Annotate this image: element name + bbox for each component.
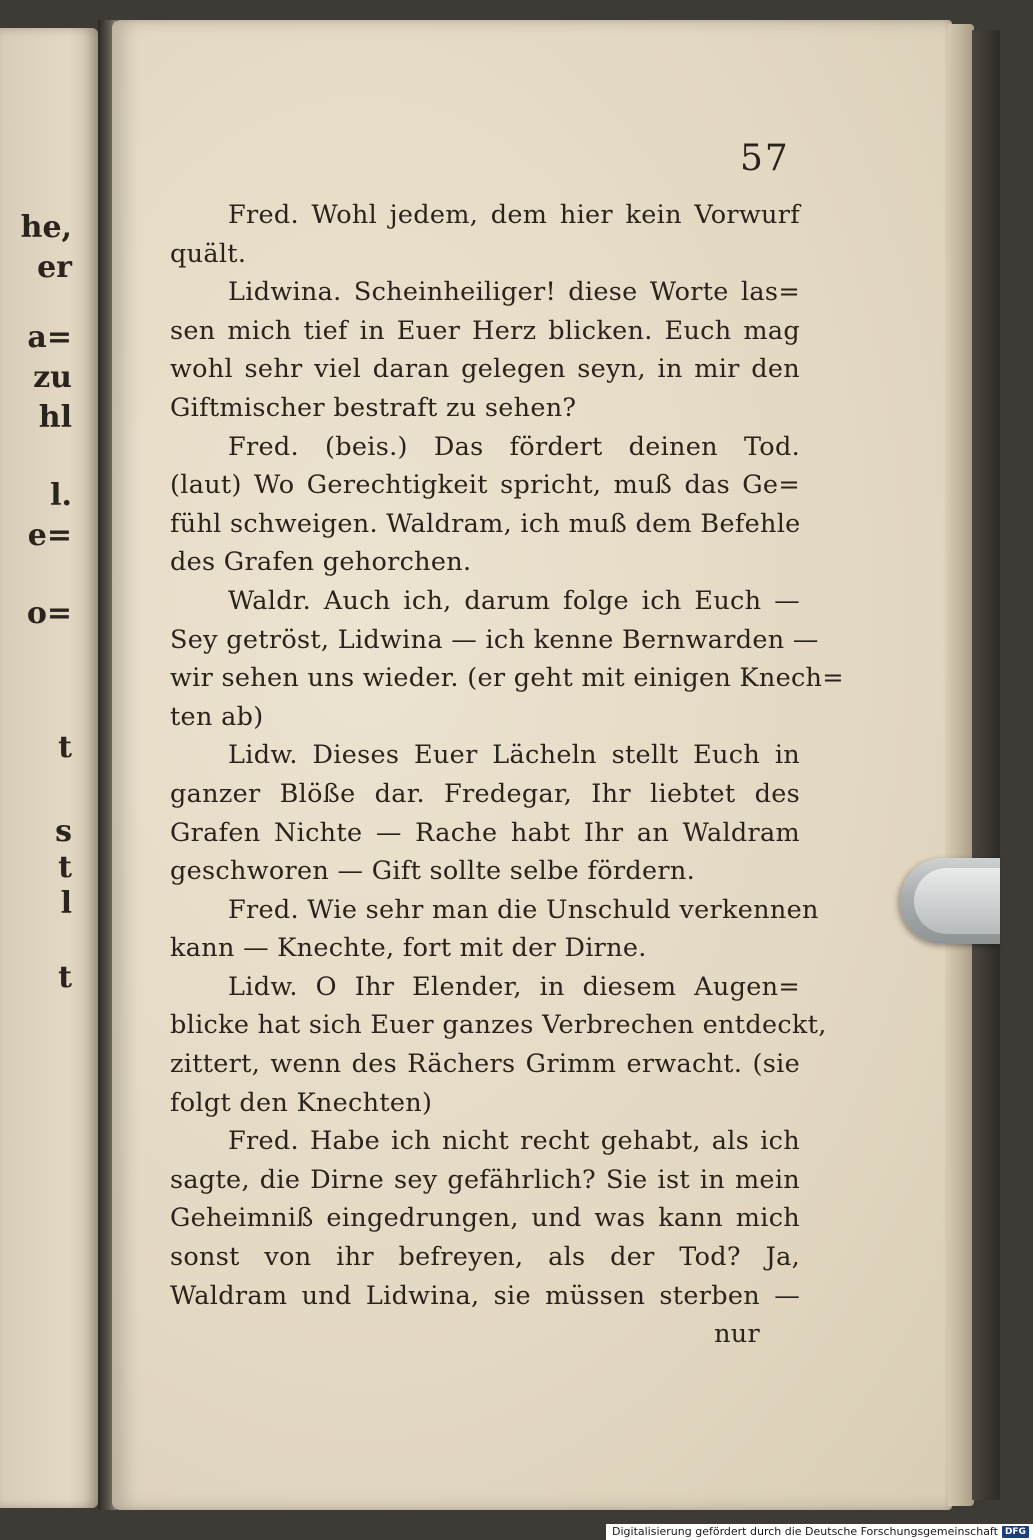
left-page-fragment: a= <box>27 320 72 355</box>
text-line: Fred. (beis.) Das fördert deinen Tod. <box>228 431 800 462</box>
text-line: Lidwina. Scheinheiliger! diese Worte las= <box>228 277 800 308</box>
page-clip <box>900 858 1000 944</box>
left-page-edge <box>0 28 98 1508</box>
text-line: Fred. Wie sehr man die Unschuld verkennen <box>228 894 819 925</box>
text-line: Fred. Wohl jedem, dem hier kein Vorwurf <box>228 200 800 230</box>
left-page-fragment: he, <box>20 210 72 245</box>
text-line: Geheimniß eingedrungen, und was kann mich <box>170 1203 800 1234</box>
text-line: Waldram und Lidwina, sie müssen sterben — <box>170 1280 800 1311</box>
left-page-fragment: hl <box>38 400 72 435</box>
left-page-fragment: zu <box>33 360 72 395</box>
text-line: wohl sehr viel daran gelegen seyn, in mir den <box>170 354 800 385</box>
page-number: 57 <box>740 138 790 179</box>
dfg-logo: DFG <box>1002 1526 1029 1538</box>
text-line: zittert, wenn des Rächers Grimm erwacht. (sie <box>170 1049 800 1080</box>
text-line: Lidw. O Ihr Elender, in diesem Augen= <box>228 971 800 1002</box>
text-line: ten ab) <box>170 701 264 732</box>
left-page-fragment: s <box>55 814 72 849</box>
text-line: quält. <box>170 238 247 269</box>
text-line: Grafen Nichte — Rache habt Ihr an Waldram <box>170 817 800 848</box>
left-page-fragment: t <box>58 850 72 885</box>
text-line: blicke hat sich Euer ganzes Verbrechen entdeckt, <box>170 1010 827 1041</box>
text-line: kann — Knechte, fort mit der Dirne. <box>170 933 647 964</box>
left-page-fragment: e= <box>27 518 72 553</box>
text-line: fühl schweigen. Waldram, ich muß dem Befehle <box>170 508 801 539</box>
text-line: folgt den Knechten) <box>170 1087 433 1118</box>
left-page-fragment: er <box>37 250 72 285</box>
text-line: sagte, die Dirne sey gefährlich? Sie ist in mein <box>170 1164 800 1195</box>
footer-attribution <box>606 1524 1033 1540</box>
text-line: Lidw. Dieses Euer Lächeln stellt Euch in <box>228 740 800 771</box>
left-page-fragment: o= <box>26 596 72 631</box>
text-line: Giftmischer bestraft zu sehen? <box>170 392 577 423</box>
text-line: geschworen — Gift sollte selbe fördern. <box>170 856 695 887</box>
text-line: Waldr. Auch ich, darum folge ich Euch — <box>228 585 800 616</box>
book-cover-edge <box>972 30 1000 1500</box>
page-clip-highlight <box>914 868 1000 934</box>
text-line: sonst von ihr befreyen, als der Tod? Ja, <box>170 1242 800 1273</box>
text-line: Fred. Habe ich nicht recht gehabt, als ich <box>228 1126 800 1157</box>
text-line: (laut) Wo Gerechtigkeit spricht, muß das Ge= <box>170 470 800 501</box>
catchword: nur <box>714 1319 760 1350</box>
text-line: Sey getröst, Lidwina — ich kenne Bernwarden — <box>170 624 819 655</box>
text-line: des Grafen gehorchen. <box>170 547 472 578</box>
page-text <box>170 196 844 1354</box>
left-page-fragment: l. <box>50 478 72 513</box>
text-line: sen mich tief in Euer Herz blicken. Euch mag <box>170 315 800 346</box>
left-page-fragment: t <box>58 730 72 765</box>
left-page-fragment: l <box>60 886 72 921</box>
page-edge-strip <box>948 24 974 1506</box>
text-line: wir sehen uns wieder. (er geht mit einigen Knech= <box>170 663 844 694</box>
text-line: ganzer Blöße dar. Fredegar, Ihr liebtet des <box>170 778 800 809</box>
footer-text: Digitalisierung gefördert durch die Deutsche Forschungsgemeinschaft <box>612 1525 998 1538</box>
left-page-fragment: t <box>58 960 72 995</box>
